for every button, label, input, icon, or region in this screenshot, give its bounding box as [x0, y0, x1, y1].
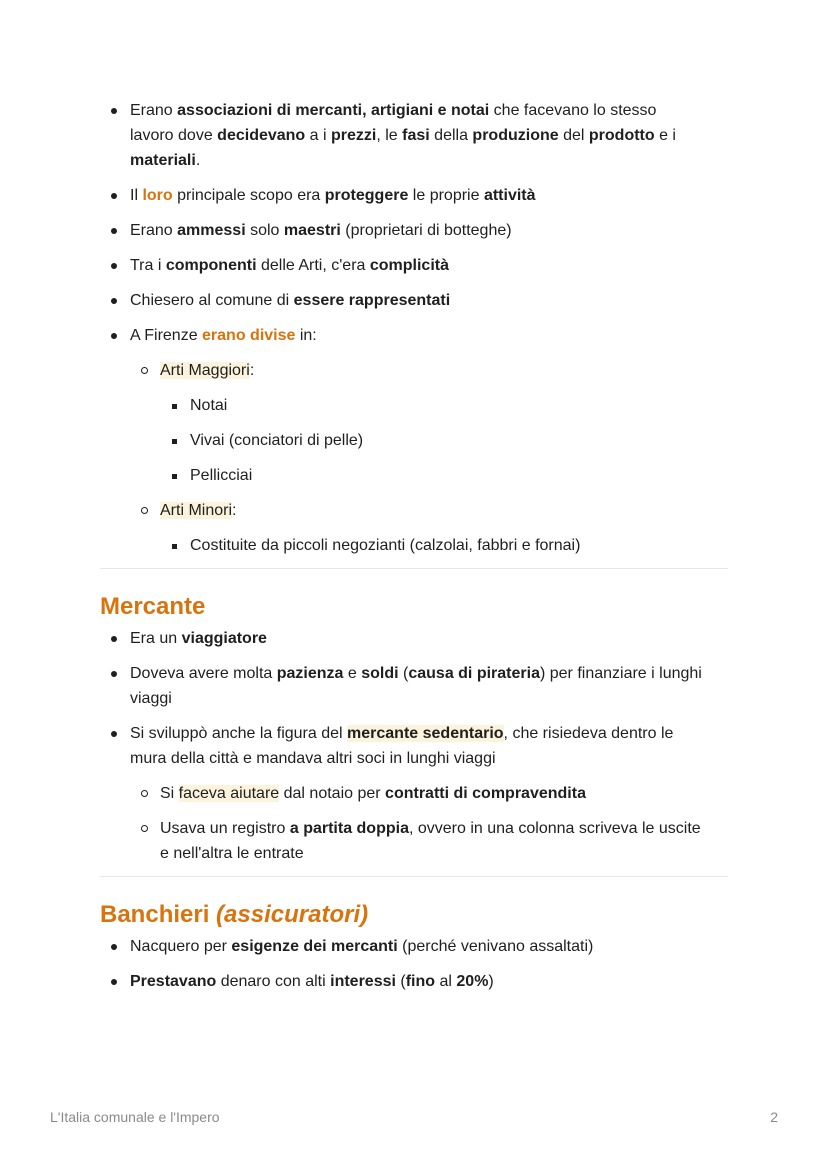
list-item-arti-maggiori: Arti Maggiori: — [100, 358, 728, 383]
bullet-circle-icon — [141, 367, 148, 374]
list-item: Doveva avere molta pazienza e soldi (causa di pirateria) per finanziare i lunghi — [100, 661, 728, 686]
bullet-square-icon — [172, 544, 177, 549]
bullet-disc-icon — [111, 636, 117, 642]
bullet-circle-icon — [141, 825, 148, 832]
bullet-disc-icon — [111, 193, 117, 199]
list-item: Tra i componenti delle Arti, c'era complicità — [100, 253, 728, 278]
list-item: Si faceva aiutare dal notaio per contratti di compravendita — [100, 781, 728, 806]
list-item-continuation: viaggi — [130, 690, 172, 707]
bullet-disc-icon — [111, 944, 117, 950]
list-item: Notai — [100, 393, 728, 418]
list-item: Usava un registro a partita doppia, ovvero in una colonna scriveva le uscite — [100, 816, 728, 841]
bullet-square-icon — [172, 474, 177, 479]
list-item: A Firenze erano divise in: — [100, 323, 728, 348]
list-item-continuation: lavoro dove decidevano a i prezzi, le fasi della produzione del prodotto e i — [130, 127, 676, 144]
list-item: Costituite da piccoli negozianti (calzolai, fabbri e fornai) — [100, 533, 728, 558]
bullet-disc-icon — [111, 298, 117, 304]
bullet-square-icon — [172, 404, 177, 409]
arti-list — [100, 98, 728, 558]
heading-mercante: Mercante — [100, 593, 206, 620]
bullet-circle-icon — [141, 790, 148, 797]
list-item: Chiesero al comune di essere rappresentati — [100, 288, 728, 313]
divider — [100, 876, 728, 877]
list-item: Vivai (conciatori di pelle) — [100, 428, 728, 453]
list-item: Prestavano denaro con alti interessi (fino al 20%) — [100, 969, 728, 994]
list-item-continuation: mura della città e mandava altri soci in lunghi viaggi — [130, 750, 496, 767]
bullet-disc-icon — [111, 333, 117, 339]
bullet-disc-icon — [111, 671, 117, 677]
list-item: Nacquero per esigenze dei mercanti (perché venivano assaltati) — [100, 934, 728, 959]
mercante-list — [100, 626, 728, 866]
list-item: Il loro principale scopo era proteggere le proprie attività — [100, 183, 728, 208]
list-item: Erano ammessi solo maestri (proprietari di botteghe) — [100, 218, 728, 243]
bullet-disc-icon — [111, 108, 117, 114]
heading-banchieri: Banchieri (assicuratori) — [100, 901, 369, 928]
page-content — [100, 98, 728, 994]
list-item-continuation: materiali. — [130, 152, 201, 169]
list-item-arti-minori: Arti Minori: — [100, 498, 728, 523]
bullet-circle-icon — [141, 507, 148, 514]
list-item-continuation: e nell'altra le entrate — [160, 845, 304, 862]
bullet-disc-icon — [111, 979, 117, 985]
bullet-disc-icon — [111, 263, 117, 269]
list-item: Era un viaggiatore — [100, 626, 728, 651]
footer-page-number: 2 — [770, 1109, 778, 1125]
list-item: Erano associazioni di mercanti, artigiani e notai che facevano lo stesso — [100, 98, 728, 123]
banchieri-list — [100, 934, 728, 994]
list-item: Pellicciai — [100, 463, 728, 488]
list-item: Si sviluppò anche la figura del mercante sedentario, che risiedeva dentro le — [100, 721, 728, 746]
bullet-square-icon — [172, 439, 177, 444]
footer-document-title: L'Italia comunale e l'Impero — [50, 1109, 220, 1125]
divider — [100, 568, 728, 569]
bullet-disc-icon — [111, 731, 117, 737]
bullet-disc-icon — [111, 228, 117, 234]
